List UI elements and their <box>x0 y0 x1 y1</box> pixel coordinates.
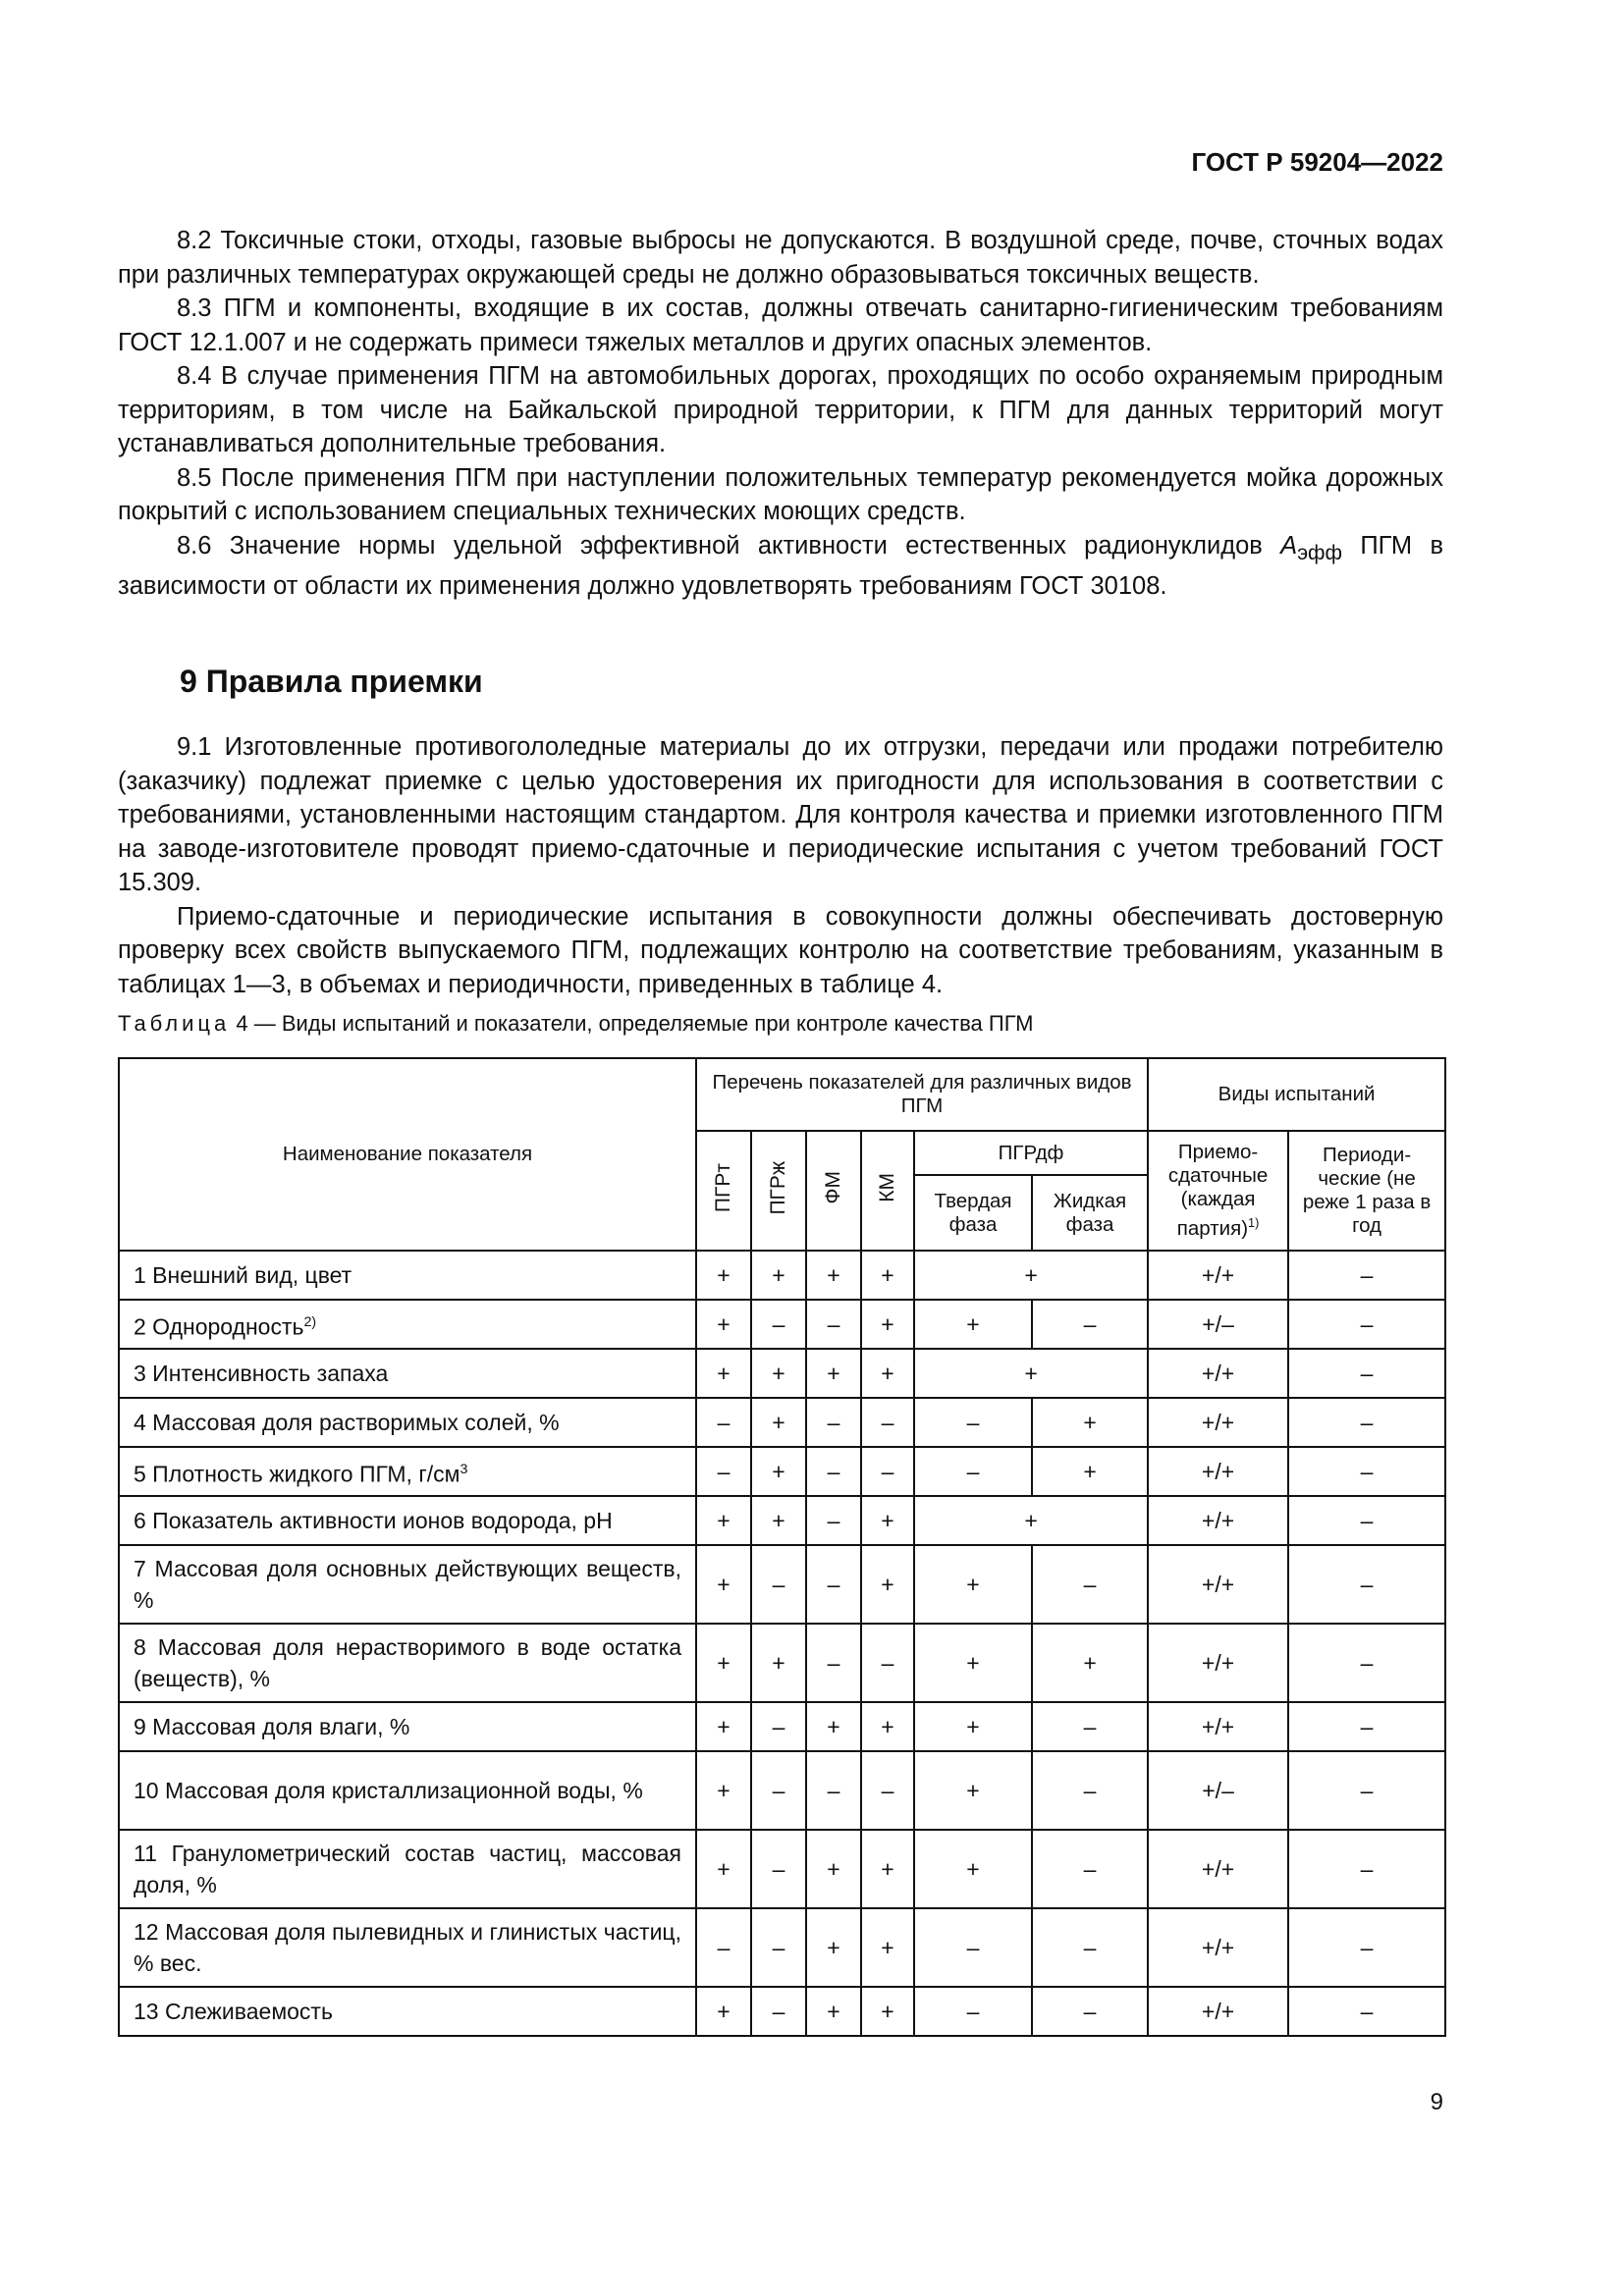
indicator-name-text: 7 Массовая доля основных действующих веществ, % <box>134 1556 681 1613</box>
table-row <box>119 1908 1445 1987</box>
cell-fm: + <box>806 1702 861 1751</box>
indicator-name <box>119 1447 696 1496</box>
cell-pgrzh: – <box>751 1908 806 1987</box>
header-acceptance <box>1148 1131 1288 1251</box>
cell-liquid-phase: – <box>1032 1751 1148 1830</box>
indicator-name-text: 4 Массовая доля растворимых солей, % <box>134 1410 560 1435</box>
indicator-name <box>119 1349 696 1398</box>
cell-solid-phase: + <box>914 1545 1032 1624</box>
cell-acceptance: +/+ <box>1148 1987 1288 2036</box>
cell-fm: + <box>806 1349 861 1398</box>
cell-pgrzh: – <box>751 1751 806 1830</box>
header-acceptance-label: Приемо-сдаточные (каждая партия) <box>1167 1141 1269 1240</box>
cell-pgrzh: – <box>751 1702 806 1751</box>
cell-liquid-phase: + <box>1032 1447 1148 1496</box>
cell-km: + <box>861 1908 914 1987</box>
cell-km: + <box>861 1702 914 1751</box>
cell-periodic: – <box>1288 1349 1445 1398</box>
header-liquid-phase: Жидкая фаза <box>1032 1175 1148 1251</box>
cell-pgrt: – <box>696 1447 751 1496</box>
indicator-name-text: 3 Интенсивность запаха <box>134 1361 389 1386</box>
table-row <box>119 1300 1445 1349</box>
indicator-superscript: 2) <box>303 1313 317 1330</box>
header-indicator-list: Перечень показателей для различных видов ПГМ <box>696 1058 1148 1131</box>
cell-fm: – <box>806 1624 861 1702</box>
cell-solid-phase: + <box>914 1751 1032 1830</box>
paragraph-9-1b: Приемо-сдаточные и периодические испытания в совокупности должны обеспечивать достоверную проверку всех свойств выпускаемого ПГМ, подлежащих контролю на соответствие требованиям, указанным в таблицах 1—3, в объемах и периодичности, приведенных в таблице 4. <box>118 902 1443 998</box>
cell-liquid-phase: + <box>1032 1398 1148 1447</box>
paragraph-8-6-text-end: ПГМ в зависимости от области их применения должно удовлетворять требованиям ГОСТ 30108. <box>118 531 1443 601</box>
cell-fm: + <box>806 1908 861 1987</box>
cell-periodic: – <box>1288 1987 1445 2036</box>
paragraph-8-2: 8.2 Токсичные стоки, отходы, газовые выбросы не допускаются. В воздушной среде, почве, сточных водах при различных температурах окружающей среды не должно образовываться токсичных веществ. <box>118 227 1443 289</box>
indicator-name <box>119 1300 696 1349</box>
table-row <box>119 1447 1445 1496</box>
cell-km: + <box>861 1251 914 1300</box>
cell-acceptance: +/– <box>1148 1751 1288 1830</box>
indicator-name <box>119 1624 696 1702</box>
indicator-name-text: 2 Однородность <box>134 1313 304 1340</box>
cell-acceptance: +/+ <box>1148 1496 1288 1545</box>
cell-pgrt: – <box>696 1398 751 1447</box>
cell-pgrt: + <box>696 1830 751 1908</box>
indicator-name <box>119 1987 696 2036</box>
cell-pgrzh: + <box>751 1496 806 1545</box>
cell-solid-phase: + <box>914 1300 1032 1349</box>
cell-pgrzh: + <box>751 1624 806 1702</box>
cell-liquid-phase: – <box>1032 1987 1148 2036</box>
cell-pgrt: + <box>696 1496 751 1545</box>
cell-acceptance: +/+ <box>1148 1830 1288 1908</box>
cell-liquid-phase: – <box>1032 1908 1148 1987</box>
cell-pgrdf: + <box>914 1496 1148 1545</box>
table-row <box>119 1987 1445 2036</box>
cell-pgrt: + <box>696 1751 751 1830</box>
cell-solid-phase: + <box>914 1624 1032 1702</box>
cell-km: – <box>861 1751 914 1830</box>
cell-pgrt: – <box>696 1908 751 1987</box>
table-row <box>119 1349 1445 1398</box>
section-8-text <box>118 224 1443 604</box>
cell-km: – <box>861 1624 914 1702</box>
indicator-name-text: 10 Массовая доля кристаллизационной воды, % <box>134 1778 643 1803</box>
cell-periodic: – <box>1288 1751 1445 1830</box>
cell-km: + <box>861 1545 914 1624</box>
indicator-name <box>119 1830 696 1908</box>
cell-liquid-phase: + <box>1032 1624 1148 1702</box>
table-caption-word: Таблица <box>118 1011 231 1036</box>
paragraph-8-5: 8.5 После применения ПГМ при наступлении положительных температур рекомендуется мойка дорожных покрытий с использованием специальных технических моющих средств. <box>118 463 1443 525</box>
header-solid-phase: Твердая фаза <box>914 1175 1032 1251</box>
header-km-label: КМ <box>876 1173 898 1202</box>
table-row <box>119 1251 1445 1300</box>
indicator-name-text: 12 Массовая доля пылевидных и глинистых частиц, % вес. <box>134 1919 681 1976</box>
footnote-ref: 1) <box>1248 1215 1260 1231</box>
cell-pgrzh: – <box>751 1987 806 2036</box>
cell-periodic: – <box>1288 1830 1445 1908</box>
indicator-name-text: 8 Массовая доля нерастворимого в воде остатка (веществ), % <box>134 1634 681 1691</box>
cell-pgrzh: – <box>751 1830 806 1908</box>
cell-solid-phase: – <box>914 1908 1032 1987</box>
indicator-name <box>119 1751 696 1830</box>
header-name: Наименование показателя <box>119 1058 696 1251</box>
header-periodic: Периоди-ческие (не реже 1 раза в год <box>1288 1131 1445 1251</box>
cell-pgrzh: + <box>751 1251 806 1300</box>
header-pgrt-label: ПГРт <box>712 1162 734 1213</box>
cell-pgrdf: + <box>914 1251 1148 1300</box>
table-row <box>119 1545 1445 1624</box>
indicator-name-text: 13 Слеживаемость <box>134 1999 333 2024</box>
header-pgrdf: ПГРдф <box>914 1131 1148 1175</box>
activity-subscript: эфф <box>1297 540 1342 564</box>
cell-fm: + <box>806 1987 861 2036</box>
paragraph-8-6 <box>118 529 1443 604</box>
cell-liquid-phase: – <box>1032 1830 1148 1908</box>
cell-periodic: – <box>1288 1447 1445 1496</box>
cell-solid-phase: – <box>914 1447 1032 1496</box>
header-pgrzh-label: ПГРж <box>767 1160 789 1215</box>
cell-fm: – <box>806 1751 861 1830</box>
cell-fm: + <box>806 1251 861 1300</box>
page-number: 9 <box>1430 2089 1443 2115</box>
table-row <box>119 1830 1445 1908</box>
cell-fm: + <box>806 1830 861 1908</box>
cell-acceptance: +/+ <box>1148 1624 1288 1702</box>
cell-km: – <box>861 1398 914 1447</box>
cell-solid-phase: + <box>914 1830 1032 1908</box>
cell-pgrzh: – <box>751 1545 806 1624</box>
table-row <box>119 1751 1445 1830</box>
cell-solid-phase: – <box>914 1398 1032 1447</box>
cell-km: + <box>861 1349 914 1398</box>
cell-periodic: – <box>1288 1702 1445 1751</box>
cell-acceptance: +/+ <box>1148 1251 1288 1300</box>
cell-pgrt: + <box>696 1624 751 1702</box>
cell-acceptance: +/+ <box>1148 1908 1288 1987</box>
indicator-superscript: 3 <box>460 1461 468 1477</box>
table-row <box>119 1398 1445 1447</box>
cell-fm: – <box>806 1496 861 1545</box>
cell-liquid-phase: – <box>1032 1545 1148 1624</box>
table-row <box>119 1496 1445 1545</box>
paragraph-8-6-text: 8.6 Значение нормы удельной эффективной активности естественных радионуклидов <box>177 531 1281 560</box>
cell-km: + <box>861 1496 914 1545</box>
indicator-name <box>119 1702 696 1751</box>
cell-fm: – <box>806 1447 861 1496</box>
cell-pgrzh: + <box>751 1447 806 1496</box>
cell-pgrt: + <box>696 1349 751 1398</box>
header-pgrt <box>696 1131 751 1251</box>
cell-pgrt: + <box>696 1702 751 1751</box>
indicator-name <box>119 1251 696 1300</box>
table-body <box>119 1251 1445 2036</box>
cell-pgrdf: + <box>914 1349 1148 1398</box>
cell-acceptance: +/+ <box>1148 1545 1288 1624</box>
cell-periodic: – <box>1288 1545 1445 1624</box>
cell-acceptance: +/+ <box>1148 1447 1288 1496</box>
cell-solid-phase: + <box>914 1702 1032 1751</box>
cell-km: + <box>861 1830 914 1908</box>
section-9-text <box>118 730 1443 1001</box>
cell-acceptance: +/+ <box>1148 1398 1288 1447</box>
cell-acceptance: +/+ <box>1148 1702 1288 1751</box>
cell-pgrzh: + <box>751 1349 806 1398</box>
cell-km: – <box>861 1447 914 1496</box>
cell-periodic: – <box>1288 1624 1445 1702</box>
header-test-types: Виды испытаний <box>1148 1058 1445 1131</box>
cell-periodic: – <box>1288 1908 1445 1987</box>
table-row <box>119 1624 1445 1702</box>
indicator-name-text: 6 Показатель активности ионов водорода, pH <box>134 1508 613 1533</box>
table-caption-text: 4 — Виды испытаний и показатели, определяемые при контроле качества ПГМ <box>230 1011 1034 1036</box>
cell-fm: – <box>806 1300 861 1349</box>
cell-liquid-phase: – <box>1032 1300 1148 1349</box>
cell-acceptance: +/+ <box>1148 1349 1288 1398</box>
cell-solid-phase: – <box>914 1987 1032 2036</box>
cell-fm: – <box>806 1398 861 1447</box>
table-row <box>119 1702 1445 1751</box>
document-id: ГОСТ Р 59204—2022 <box>1191 147 1443 177</box>
paragraph-8-4: 8.4 В случае применения ПГМ на автомобильных дорогах, проходящих по особо охраняемым природным территориям, в том числе на Байкальской природной территории, к ПГМ для данных территорий могут устанавливаться дополнительные требования. <box>118 362 1443 457</box>
cell-periodic: – <box>1288 1300 1445 1349</box>
indicator-name-text: 9 Массовая доля влаги, % <box>134 1714 410 1739</box>
indicator-name-text: 5 Плотность жидкого ПГМ, г/см <box>134 1461 460 1487</box>
cell-pgrt: + <box>696 1300 751 1349</box>
header-pgrzh <box>751 1131 806 1251</box>
cell-pgrt: + <box>696 1545 751 1624</box>
indicator-name-text: 1 Внешний вид, цвет <box>134 1262 352 1288</box>
cell-km: + <box>861 1300 914 1349</box>
cell-km: + <box>861 1987 914 2036</box>
indicator-name-text: 11 Гранулометрический состав частиц, массовая доля, % <box>134 1841 681 1897</box>
indicator-name <box>119 1496 696 1545</box>
section-9-heading: 9 Правила приемки <box>180 664 483 699</box>
cell-liquid-phase: – <box>1032 1702 1148 1751</box>
paragraph-8-3: 8.3 ПГМ и компоненты, входящие в их состав, должны отвечать санитарно-гигиеническим требованиям ГОСТ 12.1.007 и не содержать примеси тяжелых металлов и других опасных элементов. <box>118 294 1443 356</box>
cell-periodic: – <box>1288 1251 1445 1300</box>
indicator-name <box>119 1908 696 1987</box>
indicator-name <box>119 1398 696 1447</box>
activity-symbol: A <box>1280 531 1298 560</box>
indicator-name <box>119 1545 696 1624</box>
tests-table <box>118 1057 1446 2037</box>
header-fm-label: ФМ <box>822 1171 844 1204</box>
header-km <box>861 1131 914 1251</box>
cell-pgrt: + <box>696 1987 751 2036</box>
cell-pgrzh: – <box>751 1300 806 1349</box>
paragraph-9-1: 9.1 Изготовленные противогололедные материалы до их отгрузки, передачи или продажи потребителю (заказчику) подлежат приемке с целью удостоверения их пригодности для использования в соответствии с требованиями, установленными настоящим стандартом. Для контроля качества и приемки изготовленного ПГМ на заводе-изготовителе проводят приемо-сдаточные и периодические испытания с учетом требований ГОСТ 15.309. <box>118 733 1443 896</box>
cell-acceptance: +/– <box>1148 1300 1288 1349</box>
table-caption <box>118 1011 1033 1037</box>
cell-periodic: – <box>1288 1398 1445 1447</box>
cell-periodic: – <box>1288 1496 1445 1545</box>
cell-pgrt: + <box>696 1251 751 1300</box>
cell-pgrzh: + <box>751 1398 806 1447</box>
cell-fm: – <box>806 1545 861 1624</box>
header-fm <box>806 1131 861 1251</box>
